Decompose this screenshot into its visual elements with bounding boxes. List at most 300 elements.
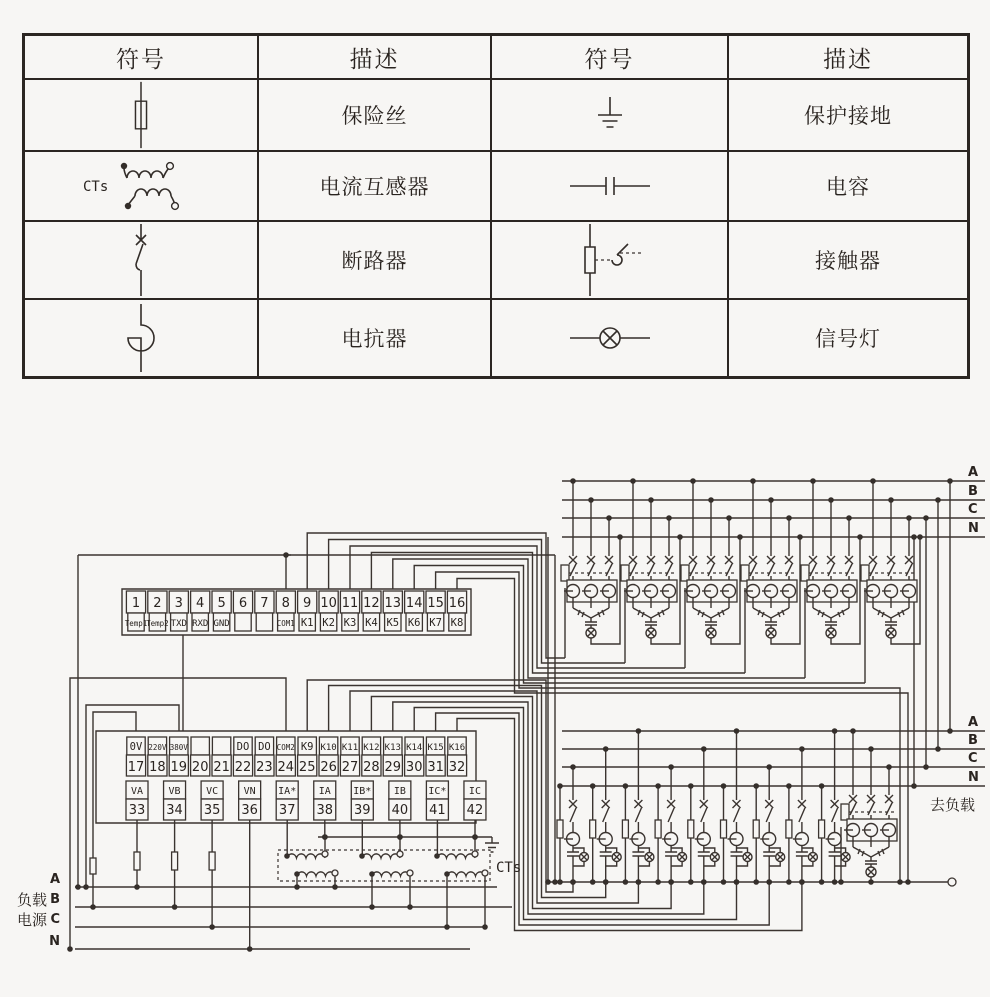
junction-dot [636,879,642,885]
ct-open-dot [397,851,403,857]
wire [665,556,673,564]
wire [638,610,644,617]
contactor-coil [741,565,749,581]
wire [705,622,717,625]
wire [765,622,777,625]
contactor-coil [841,804,849,820]
terminal-number: 23 [256,760,273,775]
terminal-label: K13 [384,743,401,753]
terminal-number: 34 [166,803,183,818]
wire [606,862,617,867]
ct-polarity-dot [369,871,375,877]
wire [733,800,741,808]
wire [888,564,894,580]
wire [588,630,595,637]
circuit-breaker-icon [25,222,259,300]
terminal-label: GND [213,619,230,629]
bus-top-label: C [968,502,978,517]
junction-dot [701,879,707,885]
wire [318,837,492,843]
terminal-number: 30 [405,760,423,775]
ct-open-dot [332,870,338,876]
junction-dot [888,497,894,503]
wire [878,610,884,617]
junction-dot [799,746,805,752]
branch-fuse [786,820,792,838]
wire [718,610,724,617]
junction-dot [630,478,636,484]
terminal-label: IB* [353,786,372,797]
junction-dot [668,764,674,770]
junction-dot [603,879,609,885]
wire [758,610,764,617]
terminal-number: 20 [191,760,209,775]
junction-dot [172,904,178,910]
junction-dot [247,946,253,952]
junction-dot [726,515,732,521]
ct-open-dot [322,851,328,857]
wire [798,800,806,808]
wire [809,556,817,564]
ct-polarity-dot [284,853,290,859]
load-terminal [948,878,956,886]
capacitor-icon [492,152,729,222]
terminal-label: K1 [300,617,314,629]
wire [648,564,654,580]
wire [769,862,780,867]
ct-polarity-dot [434,853,440,859]
wire [802,862,813,867]
junction-dot [905,879,911,885]
terminal-number: 13 [384,596,402,611]
terminal-label: 0V [129,741,143,753]
junction-dot [786,879,792,885]
wire [734,808,740,832]
terminal-number: 37 [278,803,296,818]
terminal-label: VN [243,786,256,797]
wire [647,556,655,564]
terminal-label: K8 [450,617,464,629]
wire [737,862,748,867]
wire [605,556,613,564]
wire [666,564,672,580]
junction-dot [134,884,140,890]
legend-header-desc-1: 描述 [259,36,492,80]
junction-dot [766,879,772,885]
terminal-number: 15 [427,596,444,611]
junction-dot [606,515,612,521]
terminal-label: DO [236,741,250,753]
wire [843,854,849,860]
wire [888,630,895,637]
wire [362,854,400,858]
wire [827,556,835,564]
terminal-number: 9 [303,596,312,611]
wire [570,564,576,580]
wire [858,849,864,856]
terminal-label-box [212,737,230,755]
wire [598,610,604,617]
wiring-static [70,481,985,949]
terminal-number: 7 [260,596,269,611]
wire [810,854,816,860]
terminal-label: K6 [407,617,421,629]
junction-dot [786,515,792,521]
wire [371,697,671,909]
wire [698,610,704,617]
junction-dot [838,879,844,885]
junction-dot [768,497,774,503]
legend-desc-reactor: 电抗器 [259,300,492,376]
terminal-number: 5 [217,596,226,611]
junction-dot [444,924,450,930]
terminal-label: K5 [386,617,400,629]
terminal-label: COM2 [276,743,295,752]
junction-dot [83,884,89,890]
junction-dot [786,783,792,789]
terminal-label: K7 [429,617,442,629]
cts-diagram-label: CTs [496,860,522,876]
wire [297,872,335,876]
terminal-number: 33 [128,803,146,818]
bus-mid-label: B [968,733,978,748]
junction-dot [832,728,838,734]
terminal-number: 28 [363,760,380,775]
wire [581,854,587,860]
legend-desc-breaker: 断路器 [259,222,492,300]
junction-dot [407,904,413,910]
wire [569,800,577,808]
wire [630,564,636,580]
wire [708,564,714,580]
junction-dot [590,879,596,885]
wire [457,719,802,931]
junction-dot [75,884,81,890]
wire [766,808,772,832]
wire [645,622,657,625]
junction-dot [623,783,629,789]
wire [868,869,875,876]
wire [768,564,774,580]
power-source-label: 负载 [16,892,47,909]
wire [825,622,837,625]
wire [707,556,715,564]
junction-dot [737,534,743,540]
junction-dot [701,746,707,752]
junction-dot [708,497,714,503]
ct-polarity-dot [359,853,365,859]
junction-dot [397,834,403,840]
junction-dot [832,879,838,885]
junction-dot [67,946,73,952]
wire [712,854,718,860]
contactor-icon [492,222,729,300]
junction-dot [750,478,756,484]
wire [745,854,751,860]
junction-dot [935,497,941,503]
wire [828,564,834,580]
wire [878,849,884,856]
terminal-label-box [235,613,251,631]
wire [831,800,839,808]
wire [869,556,877,564]
terminal-number: 8 [281,596,290,611]
wire [700,800,708,808]
wire [648,630,655,637]
wire [829,846,841,883]
terminal-label: VC [206,786,219,797]
wire [585,622,597,625]
terminal-number: 42 [466,803,484,818]
wire [646,854,652,860]
branch-fuse [655,820,661,838]
junction-dot [917,534,923,540]
wire [731,846,743,883]
wire [614,854,620,860]
terminal-label: K4 [365,617,378,629]
terminal-label: K14 [406,743,423,753]
wire [689,556,697,564]
wire [372,872,410,876]
junction-dot [947,728,953,734]
junction-dot [648,497,654,503]
junction-dot [668,879,674,885]
symbol-legend-table [22,33,970,379]
wire [567,846,579,883]
protective-earth-icon [492,80,729,152]
terminal-label: TXD [170,619,187,629]
ct-open-dot [472,851,478,857]
terminal-label: K9 [300,741,314,753]
junction-dot [90,904,96,910]
power-bus-label: A [49,872,60,887]
branch-fuse [622,820,628,838]
wire [865,861,877,864]
terminal-label: K2 [322,617,335,629]
wire [679,854,685,860]
wire [906,564,912,580]
wire [799,808,805,832]
wire [665,846,677,883]
bus-mid-label: C [968,751,978,766]
power-bus-label: N [49,934,60,949]
wire [447,872,485,876]
terminal-label: IC* [428,786,447,797]
junction-dot [911,783,917,789]
wire [796,846,808,883]
terminal-label: VB [168,786,181,797]
terminal-label: DO [258,741,271,753]
terminal-label: 380V [169,743,188,752]
terminal-number: 24 [277,760,295,775]
wire [587,556,595,564]
junction-dot [850,728,856,734]
ct-polarity-dot [294,871,300,877]
ct-symbol-label: CTs [83,179,109,195]
terminal-number: 25 [298,760,316,775]
reactor-icon [25,300,259,376]
wire [634,800,642,808]
junction-dot [369,904,375,910]
legend-header-symbol-2: 符号 [492,36,729,80]
junction-dot [557,879,563,885]
wire [786,564,792,580]
bus-mid-label: A [968,715,979,730]
junction-dot [666,515,672,521]
current-transformer-icon [25,152,259,222]
wire [885,795,893,803]
junction-dot [734,879,740,885]
junction-dot [570,879,576,885]
terminal-number: 3 [174,596,183,611]
wire [690,564,696,580]
wire [849,795,857,803]
wire [832,808,838,832]
wire [868,803,874,819]
legend-desc-fuse: 保险丝 [259,80,492,152]
wire [602,800,610,808]
junction-dot [688,783,694,789]
wire [885,622,897,625]
junction-dot [655,879,661,885]
wire [818,610,824,617]
legend-desc-ct: 电流互感器 [259,152,492,222]
branch-fuse [688,820,694,838]
junction-dot [753,879,759,885]
junction-dot [911,534,917,540]
junction-dot [819,783,825,789]
wire [635,808,641,832]
wire [667,800,675,808]
junction-dot [603,746,609,752]
terminal-number: 38 [316,803,334,818]
legend-desc-lamp: 信号灯 [815,327,881,351]
contactor-coil [561,565,569,581]
terminal-label-box [256,613,272,631]
wire [573,862,584,867]
wire [845,556,853,564]
terminal-number: 36 [241,803,258,818]
ct-open-dot [482,870,488,876]
junction-dot [753,783,759,789]
wire [767,556,775,564]
terminal-number: 11 [341,596,359,611]
wire [578,610,584,617]
junction-dot [294,884,300,890]
wire [846,564,852,580]
junction-dot [870,478,876,484]
junction-dot [819,879,825,885]
terminal-label: K12 [363,743,380,753]
wire [750,564,756,580]
contactor-coil [861,565,869,581]
terminal-number: 26 [320,760,337,775]
terminal-number: 39 [354,803,371,818]
wire [287,854,325,858]
wire [632,846,644,883]
wire [785,556,793,564]
terminal-label: COM1 [276,619,295,628]
junction-dot [482,924,488,930]
wire [708,630,715,637]
terminal-number: 35 [203,803,221,818]
terminal-label: IC [468,786,481,797]
wire [835,862,846,867]
wire [870,564,876,580]
wire [778,610,784,617]
wire [569,556,577,564]
signal-lamp-icon [492,300,729,376]
terminal-label: 220V [148,743,167,752]
fuse-glyph [209,852,215,870]
wire [850,803,856,819]
terminal-number: 12 [363,596,380,611]
terminal-number: 4 [196,596,205,611]
contactor-coil [681,565,689,581]
ct-polarity-dot [444,871,450,877]
wire [603,808,609,832]
fuse-glyph [134,852,140,870]
junction-dot [688,879,694,885]
contactor-coil [801,565,809,581]
branch-fuse [557,820,563,838]
wire [606,564,612,580]
terminal-number: 31 [427,760,444,775]
bus-top-label: B [968,484,978,499]
wire [704,862,715,867]
junction-dot [935,746,941,752]
wire [485,843,499,852]
wire [777,854,783,860]
legend-header-symbol-1: 符号 [25,36,259,80]
junction-dot [923,764,929,770]
junction-dot [557,783,563,789]
junction-dot [332,884,338,890]
terminal-number: 41 [429,803,446,818]
terminal-number: 6 [238,596,248,611]
junction-dot [846,515,852,521]
junction-dot [734,728,740,734]
legend-desc-capacitor: 电容 [729,152,967,222]
terminal-label: VA [130,786,144,797]
junction-dot [617,534,623,540]
wire [638,862,649,867]
junction-dot [766,764,772,770]
wire [763,846,775,883]
wire [588,564,594,580]
branch-fuse [721,820,727,838]
terminal-number: 22 [234,760,252,775]
wire [658,610,664,617]
wire [698,846,710,883]
junction-dot [677,534,683,540]
wire [838,610,844,617]
terminal-label-box [191,737,209,755]
junction-dot [857,534,863,540]
terminal-number: 1 [131,596,141,611]
terminal-number: 18 [149,760,166,775]
junction-dot [886,764,892,770]
terminal-label: K10 [320,743,337,753]
junction-dot [655,783,661,789]
terminal-number: 29 [384,760,402,775]
junction-dot [868,746,874,752]
terminal-label: K16 [448,743,466,753]
junction-dot [868,879,874,885]
terminal-label: IB [393,786,406,797]
wire [701,808,707,832]
junction-dot [283,552,289,558]
